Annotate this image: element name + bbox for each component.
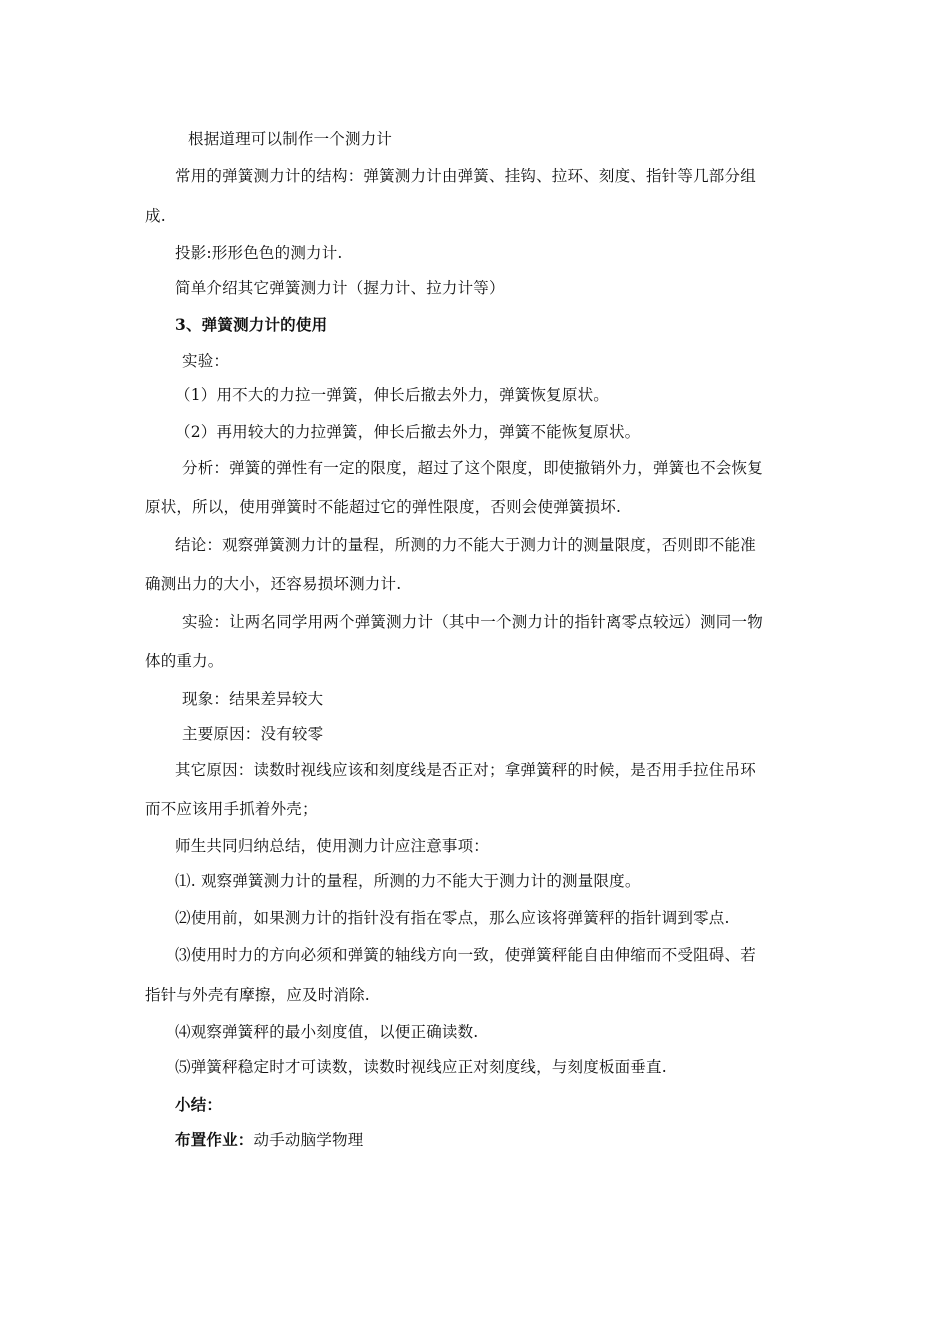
- text-line: 原状，所以，使用弹簧时不能超过它的弹性限度，否则会使弹簧损坏.: [145, 498, 622, 516]
- list-item: ⑸弹簧秤稳定时才可读数，读数时视线应正对刻度线，与刻度板面垂直.: [175, 1058, 667, 1076]
- text-line: 确测出力的大小，还容易损坏测力计.: [145, 575, 402, 593]
- text-line: 成.: [145, 207, 166, 225]
- text-line: 现象：结果差异较大: [182, 690, 324, 708]
- homework-text: 动手动脑学物理: [253, 1131, 364, 1149]
- list-item: ⑶使用时力的方向必须和弹簧的轴线方向一致，使弹簧秤能自由伸缩而不受阻碍、若: [175, 946, 756, 964]
- text-line: 主要原因：没有较零: [182, 725, 324, 743]
- text-line: 结论：观察弹簧测力计的量程，所测的力不能大于测力计的测量限度，否则即不能准: [175, 536, 756, 554]
- text-line: 师生共同归纳总结，使用测力计应注意事项：: [175, 837, 490, 855]
- text-line: 分析：弹簧的弹性有一定的限度，超过了这个限度，即使撤销外力，弹簧也不会恢复: [182, 459, 763, 477]
- text-line: 常用的弹簧测力计的结构：弹簧测力计由弹簧、挂钩、拉环、刻度、指针等几部分组: [175, 167, 756, 185]
- text-line: 实验：让两名同学用两个弹簧测力计（其中一个测力计的指针离零点较远）测同一物: [182, 613, 763, 631]
- text-line: （1）用不大的力拉一弹簧，伸长后撤去外力，弹簧恢复原状。: [175, 386, 609, 404]
- text-line: 指针与外壳有摩擦，应及时消除.: [145, 986, 370, 1004]
- section-heading: 3、弹簧测力计的使用: [175, 315, 328, 334]
- text-line: 简单介绍其它弹簧测力计（握力计、拉力计等）: [175, 279, 505, 297]
- homework-line: [175, 1128, 363, 1150]
- list-item: ⑴. 观察弹簧测力计的量程，所测的力不能大于测力计的测量限度。: [175, 872, 641, 890]
- summary-heading: 小结：: [175, 1095, 223, 1114]
- text-line: 根据道理可以制作一个测力计: [188, 130, 393, 148]
- text-line: 投影:形形色色的测力计.: [175, 244, 343, 262]
- list-item: ⑷观察弹簧秤的最小刻度值，以便正确读数.: [175, 1023, 479, 1041]
- homework-label: 布置作业：: [175, 1130, 254, 1149]
- text-line: （2）再用较大的力拉弹簧，伸长后撤去外力，弹簧不能恢复原状。: [175, 423, 641, 441]
- text-line: 其它原因：读数时视线应该和刻度线是否正对；拿弹簧秤的时候，是否用手拉住吊环: [175, 761, 756, 779]
- text-line: 实验：: [182, 352, 230, 370]
- text-line: 而不应该用手抓着外壳；: [145, 800, 318, 818]
- text-line: 体的重力。: [145, 652, 224, 670]
- list-item: ⑵使用前，如果测力计的指针没有指在零点，那么应该将弹簧秤的指针调到零点.: [175, 909, 730, 927]
